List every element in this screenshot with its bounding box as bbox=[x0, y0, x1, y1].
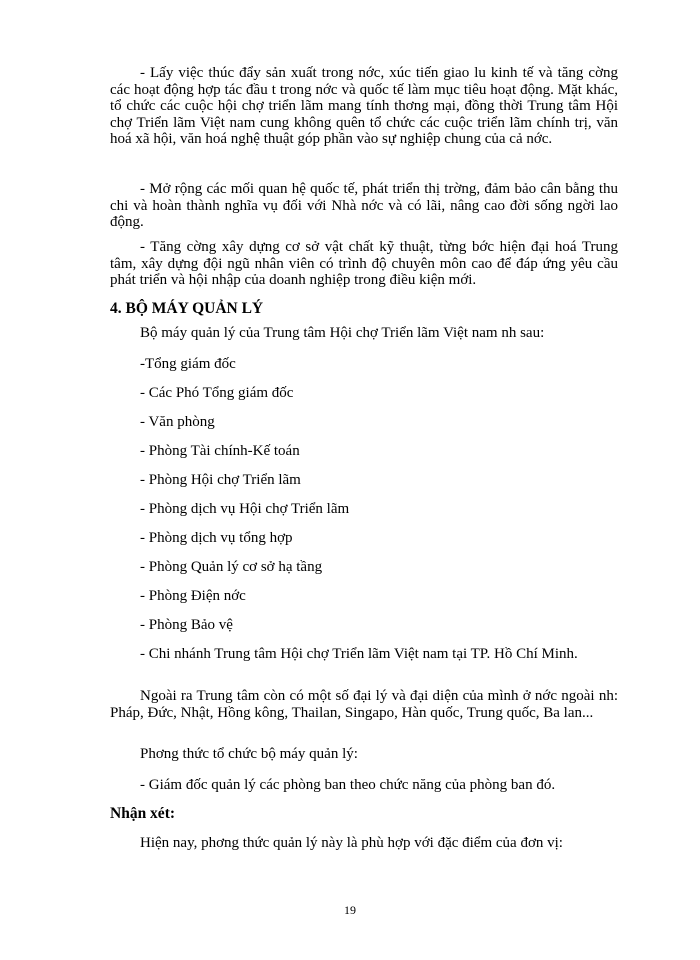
paragraph-branch: - Chi nhánh Trung tâm Hội chợ Triển lãm Việt nam tại TP. Hồ Chí Minh. bbox=[140, 646, 578, 662]
paragraph-production-goal: - Lấy việc thúc đẩy sản xuất trong nớc, xúc tiến giao lu kinh tế và tăng cờng các hoạt động hợp tác đầu t trong nớc và quốc tế làm mục tiêu hoạt động. Mặt khác, tổ chức các cuộc hội chợ triển lãm mang tính thơng mại, đồng thời Trung tâm Hội chợ Triển lãm Việt nam cung không quên tổ chức các cuộc triển lãm chính trị, văn hoá xã hội, văn hoá nghệ thuật góp phần vào sự nghiệp chung của cả nớc. bbox=[110, 65, 618, 147]
method-item: - Giám đốc quản lý các phòng ban theo chức năng của phòng ban đó. bbox=[140, 777, 556, 793]
org-item: - Phòng Bảo vệ bbox=[140, 617, 233, 633]
paragraph-agents: Ngoài ra Trung tâm còn có một số đại lý và đại diện của mình ở nớc ngoài nh: Pháp, Đức, Nhật, Hồng kông, Thailan, Singapo, Hàn quốc, Trung quốc, Ba lan... bbox=[110, 688, 618, 721]
paragraph-infrastructure: - Tăng cờng xây dựng cơ sở vật chất kỹ thuật, từng bớc hiện đại hoá Trung tâm, xây dựng đội ngũ nhân viên có trình độ chuyên môn cao để đáp ứng yêu cầu phát triển và hội nhập của doanh nghiệp trong điều kiện mới. bbox=[110, 239, 618, 288]
section-intro: Bộ máy quản lý của Trung tâm Hội chợ Triển lãm Việt nam nh sau: bbox=[140, 325, 545, 341]
page-number: 19 bbox=[344, 903, 356, 917]
org-item: - Phòng Tài chính-Kế toán bbox=[140, 443, 300, 459]
paragraph-international-relations: - Mở rộng các mối quan hệ quốc tế, phát triển thị trờng, đảm bảo cân bằng thu chi và hoàn thành nghĩa vụ đối với Nhà nớc và có lãi, nâng cao đời sống ngời lao động. bbox=[110, 181, 618, 230]
remark-text: Hiện nay, phơng thức quản lý này là phù hợp với đặc điểm của đơn vị: bbox=[140, 835, 563, 851]
org-item: - Các Phó Tổng giám đốc bbox=[140, 385, 294, 401]
org-item: - Phòng Quản lý cơ sở hạ tầng bbox=[140, 559, 323, 575]
org-item: - Phòng dịch vụ Hội chợ Triển lãm bbox=[140, 501, 350, 517]
remark-heading: Nhận xét: bbox=[110, 805, 176, 822]
org-item: - Phòng dịch vụ tổng hợp bbox=[140, 530, 293, 546]
org-item: -Tổng giám đốc bbox=[140, 356, 236, 372]
org-item: - Phòng Điện nớc bbox=[140, 588, 246, 604]
method-title: Phơng thức tổ chức bộ máy quản lý: bbox=[140, 746, 358, 762]
org-item: - Văn phòng bbox=[140, 414, 215, 430]
section-heading: 4. BỘ MÁY QUẢN LÝ bbox=[110, 300, 264, 317]
org-item: - Phòng Hội chợ Triển lãm bbox=[140, 472, 301, 488]
